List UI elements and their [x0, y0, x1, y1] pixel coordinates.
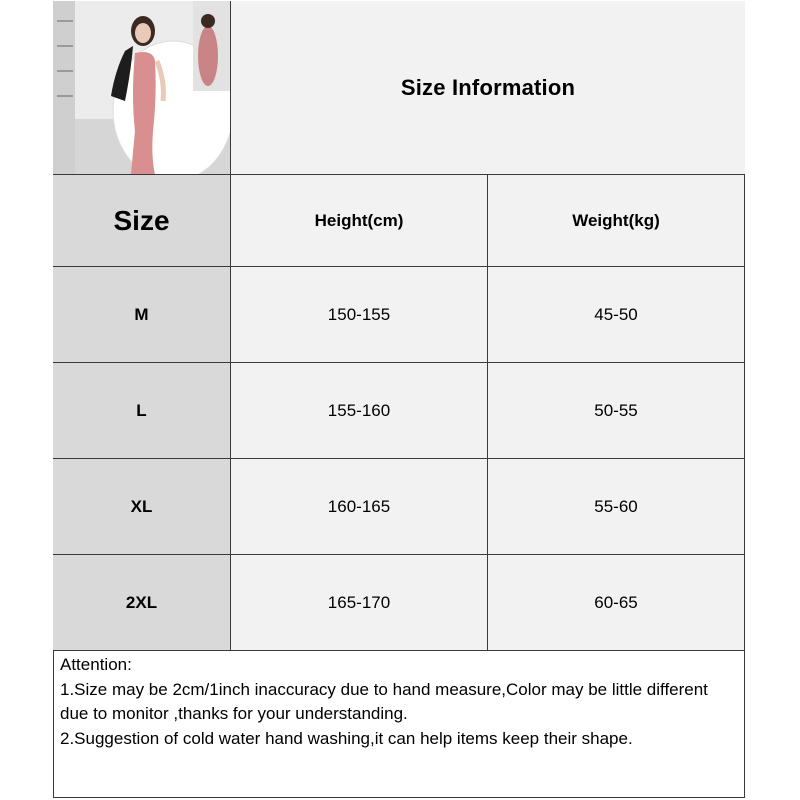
table-row-size: M: [53, 267, 231, 363]
table-row-size: XL: [53, 459, 231, 555]
attention-notes: [53, 651, 745, 798]
table-row-weight: 60-65: [488, 555, 745, 651]
model-in-pink-dress-image: [53, 1, 231, 175]
table-row-weight: 55-60: [488, 459, 745, 555]
table-row-weight: 45-50: [488, 267, 745, 363]
product-photo: [53, 1, 231, 175]
notes-line: 1.Size may be 2cm/1inch inaccuracy due to hand measure,Color may be little different due to monitor ,thanks for your understanding.: [60, 679, 708, 723]
table-row-height: 155-160: [231, 363, 488, 459]
table-row-weight: 50-55: [488, 363, 745, 459]
table-row-height: 160-165: [231, 459, 488, 555]
table-row-height: 165-170: [231, 555, 488, 651]
table-row-size: L: [53, 363, 231, 459]
notes-line: 2.Suggestion of cold water hand washing,it can help items keep their shape.: [60, 728, 633, 748]
notes-heading: Attention:: [60, 655, 132, 674]
column-header-weight: Weight(kg): [488, 175, 745, 267]
table-row-size: 2XL: [53, 555, 231, 651]
column-header-height: Height(cm): [231, 175, 488, 267]
table-row-height: 150-155: [231, 267, 488, 363]
column-header-size: Size: [53, 175, 231, 267]
page-title: Size Information: [400, 74, 576, 100]
size-information-header: [231, 1, 745, 175]
